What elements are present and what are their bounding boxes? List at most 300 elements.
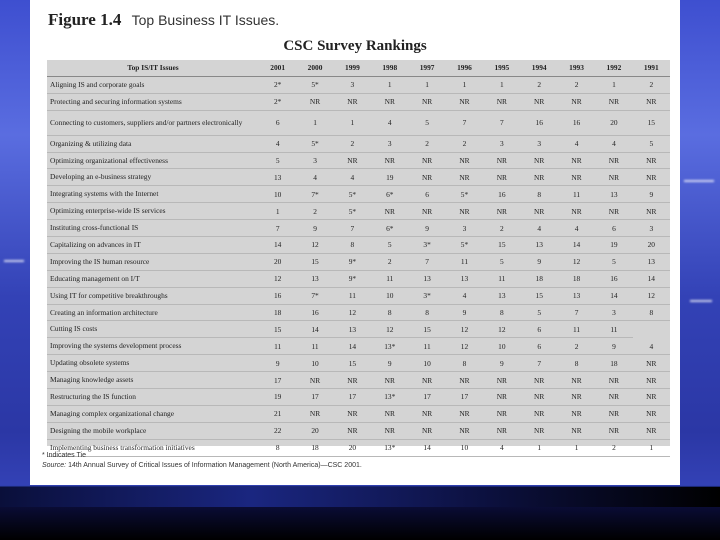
rank-cell: 1 <box>595 76 632 93</box>
source-text: 14th Annual Survey of Critical Issues of Information Management (North America)—CSC 2001. <box>68 462 362 469</box>
rank-cell: NR <box>633 422 670 439</box>
table-row <box>47 169 670 186</box>
rank-cell: 4 <box>558 135 595 152</box>
rank-cell: 4 <box>633 338 670 355</box>
figure-number: Figure 1.4 <box>48 10 122 29</box>
rank-cell: 4 <box>371 110 408 135</box>
rank-cell: NR <box>296 93 333 110</box>
rank-cell: 17 <box>408 389 445 406</box>
rank-cell: NR <box>633 203 670 220</box>
rank-cell: NR <box>558 422 595 439</box>
column-header-year: 1992 <box>595 60 632 76</box>
table-row <box>47 76 670 93</box>
rank-cell: 13 <box>521 237 558 254</box>
rank-cell: 7 <box>521 355 558 372</box>
table-row <box>47 186 670 203</box>
table-row <box>47 389 670 406</box>
rank-cell: 8 <box>483 304 520 321</box>
rank-cell: 2 <box>521 76 558 93</box>
table-row <box>47 93 670 110</box>
rank-cell: NR <box>446 169 483 186</box>
column-header-year: 1993 <box>558 60 595 76</box>
issue-cell: Aligning IS and corporate goals <box>47 76 259 93</box>
rank-cell: 11 <box>296 338 333 355</box>
rank-cell: 9* <box>334 253 371 270</box>
rank-cell: NR <box>296 405 333 422</box>
rank-cell: NR <box>371 405 408 422</box>
rank-cell: 9 <box>296 220 333 237</box>
column-header-year: 1997 <box>408 60 445 76</box>
rank-cell: 2 <box>595 439 632 456</box>
rank-cell: 19 <box>371 169 408 186</box>
rank-cell: 1 <box>296 110 333 135</box>
rank-cell: NR <box>334 422 371 439</box>
issue-cell: Managing knowledge assets <box>47 372 259 389</box>
rank-cell: NR <box>595 389 632 406</box>
issue-cell: Updating obsolete systems <box>47 355 259 372</box>
rank-cell: NR <box>371 422 408 439</box>
rank-cell: NR <box>595 169 632 186</box>
rank-cell: 18 <box>296 439 333 456</box>
column-header-issue: Top IS/IT Issues <box>47 60 259 76</box>
rank-cell: 3 <box>296 152 333 169</box>
rank-cell: 2 <box>558 338 595 355</box>
background-streak <box>4 260 24 262</box>
rank-cell: 7 <box>558 304 595 321</box>
issue-cell: Managing complex organizational change <box>47 405 259 422</box>
rank-cell: NR <box>446 372 483 389</box>
issue-cell: Educating management on I/T <box>47 270 259 287</box>
rank-cell: NR <box>595 203 632 220</box>
rank-cell: NR <box>633 372 670 389</box>
issue-cell: Cutting IS costs <box>47 321 259 338</box>
rank-cell: 13* <box>371 439 408 456</box>
rank-cell: NR <box>558 152 595 169</box>
source-note <box>42 462 362 469</box>
rank-cell: 3 <box>483 135 520 152</box>
source-label: Source: <box>42 462 67 469</box>
table-row <box>47 372 670 389</box>
rank-cell: 11 <box>483 270 520 287</box>
rank-cell: 20 <box>296 422 333 439</box>
rank-cell: 5 <box>408 110 445 135</box>
rank-cell: NR <box>296 372 333 389</box>
rank-cell: NR <box>408 372 445 389</box>
rank-cell: 10 <box>446 439 483 456</box>
rank-cell: 16 <box>483 186 520 203</box>
rank-cell: 4 <box>296 169 333 186</box>
bottom-band <box>0 485 720 540</box>
rank-cell: 16 <box>521 110 558 135</box>
rank-cell: 11 <box>371 270 408 287</box>
background-streak <box>690 300 712 302</box>
rank-cell: 13 <box>633 253 670 270</box>
rank-cell: 11 <box>558 321 595 338</box>
table-row <box>47 270 670 287</box>
table-row <box>47 237 670 254</box>
rank-cell: NR <box>371 152 408 169</box>
issue-cell: Implementing business transformation initiatives <box>47 439 259 456</box>
rank-cell: 10 <box>371 287 408 304</box>
rank-cell: NR <box>446 422 483 439</box>
rank-cell: 3* <box>408 237 445 254</box>
rank-cell: 12 <box>371 321 408 338</box>
rank-cell: 17 <box>334 389 371 406</box>
rank-cell: 15 <box>521 287 558 304</box>
column-header-year: 2000 <box>296 60 333 76</box>
issue-cell: Optimizing enterprise-wide IS services <box>47 203 259 220</box>
rank-cell: 5* <box>296 135 333 152</box>
rank-cell: NR <box>521 169 558 186</box>
rank-cell: 17 <box>446 389 483 406</box>
rank-cell: NR <box>334 372 371 389</box>
rank-cell: 9 <box>521 253 558 270</box>
bottom-band-glow <box>0 487 720 507</box>
rank-cell: 1 <box>446 76 483 93</box>
rank-cell: 9 <box>633 186 670 203</box>
rank-cell: NR <box>595 405 632 422</box>
rank-cell: 12 <box>483 321 520 338</box>
table-row <box>47 253 670 270</box>
rank-cell: 1 <box>483 76 520 93</box>
issue-cell: Optimizing organizational effectiveness <box>47 152 259 169</box>
column-header-year: 1991 <box>633 60 670 76</box>
rank-cell: 9 <box>483 355 520 372</box>
rank-cell: 15 <box>296 253 333 270</box>
rank-cell: 20 <box>633 237 670 254</box>
table-row <box>47 355 670 372</box>
rank-cell: 2 <box>334 135 371 152</box>
rank-cell: 1 <box>521 439 558 456</box>
rankings-table-container <box>47 60 670 453</box>
issue-cell: Capitalizing on advances in IT <box>47 237 259 254</box>
survey-title: CSC Survey Rankings <box>283 38 427 54</box>
rank-cell: 12 <box>633 287 670 304</box>
table-row <box>47 135 670 152</box>
rank-cell: NR <box>521 389 558 406</box>
background-right-panel <box>680 0 720 540</box>
rank-cell: 6 <box>259 110 296 135</box>
rank-cell: 10 <box>296 355 333 372</box>
rank-cell: 18 <box>558 270 595 287</box>
rank-cell: NR <box>633 152 670 169</box>
issue-cell: Improving the IS human resource <box>47 253 259 270</box>
rank-cell: NR <box>408 93 445 110</box>
rank-cell: 4 <box>595 135 632 152</box>
rank-cell: 3* <box>408 287 445 304</box>
rank-cell: 5* <box>446 237 483 254</box>
table-row <box>47 405 670 422</box>
figure-caption: Top Business IT Issues. <box>131 12 280 28</box>
rank-cell: 2 <box>558 76 595 93</box>
rank-cell: 8 <box>446 355 483 372</box>
rank-cell: NR <box>633 405 670 422</box>
table-header-row <box>47 60 670 76</box>
rank-cell: NR <box>483 405 520 422</box>
issue-cell: Designing the mobile workplace <box>47 422 259 439</box>
rank-cell: 7 <box>408 253 445 270</box>
rank-cell: 9* <box>334 270 371 287</box>
rank-cell: NR <box>483 389 520 406</box>
rank-cell: 5* <box>296 76 333 93</box>
rank-cell: 8 <box>259 439 296 456</box>
rank-cell: 11 <box>558 186 595 203</box>
table-row <box>47 338 670 355</box>
rank-cell: 14 <box>334 338 371 355</box>
rank-cell: 8 <box>558 355 595 372</box>
rank-cell: 2 <box>371 253 408 270</box>
table-body <box>47 76 670 456</box>
rank-cell: 15 <box>259 321 296 338</box>
rank-cell: 8 <box>521 186 558 203</box>
issue-cell: Integrating systems with the Internet <box>47 186 259 203</box>
rank-cell: NR <box>521 405 558 422</box>
rank-cell: 21 <box>259 405 296 422</box>
rank-cell: 5* <box>446 186 483 203</box>
rank-cell: 2* <box>259 93 296 110</box>
background-streak <box>684 180 714 182</box>
rank-cell: 13* <box>371 389 408 406</box>
rank-cell: 7 <box>446 110 483 135</box>
issue-cell: Developing an e-business strategy <box>47 169 259 186</box>
issue-cell: Organizing & utilizing data <box>47 135 259 152</box>
rank-cell: 12 <box>259 270 296 287</box>
rank-cell: 4 <box>521 220 558 237</box>
rank-cell: 5 <box>521 304 558 321</box>
footnote: * Indicates Tie <box>42 452 86 459</box>
rank-cell: NR <box>521 422 558 439</box>
rank-cell: 13 <box>259 169 296 186</box>
rank-cell: NR <box>558 405 595 422</box>
rank-cell: 20 <box>595 110 632 135</box>
rank-cell: 6 <box>521 338 558 355</box>
rank-cell: NR <box>558 389 595 406</box>
rank-cell: 14 <box>558 237 595 254</box>
rank-cell: 14 <box>408 439 445 456</box>
rank-cell: 13 <box>446 270 483 287</box>
rank-cell: 13 <box>558 287 595 304</box>
rank-cell: NR <box>633 355 670 372</box>
rank-cell: 11 <box>408 338 445 355</box>
rank-cell: 6 <box>408 186 445 203</box>
rank-cell: 17 <box>259 372 296 389</box>
rank-cell: 9 <box>259 355 296 372</box>
table-row <box>47 220 670 237</box>
rank-cell: 2* <box>259 76 296 93</box>
issue-cell: Creating an information architecture <box>47 304 259 321</box>
rank-cell: NR <box>446 93 483 110</box>
rank-cell: 14 <box>296 321 333 338</box>
table-row <box>47 110 670 135</box>
rank-cell: 14 <box>259 237 296 254</box>
rank-cell: NR <box>483 422 520 439</box>
column-header-year: 1998 <box>371 60 408 76</box>
rank-cell: 20 <box>334 439 371 456</box>
rank-cell: NR <box>446 203 483 220</box>
rank-cell: NR <box>371 372 408 389</box>
rank-cell: 11 <box>595 321 632 338</box>
rank-cell: 4 <box>483 439 520 456</box>
rank-cell: 6 <box>521 321 558 338</box>
rank-cell: 17 <box>296 389 333 406</box>
rank-cell: NR <box>334 93 371 110</box>
rank-cell: 2 <box>296 203 333 220</box>
rank-cell: NR <box>558 93 595 110</box>
rank-cell: NR <box>483 203 520 220</box>
rank-cell: 6* <box>371 186 408 203</box>
rank-cell: NR <box>446 405 483 422</box>
rank-cell: 13 <box>334 321 371 338</box>
rank-cell: 5* <box>334 186 371 203</box>
issue-cell: Instituting cross-functional IS <box>47 220 259 237</box>
rank-cell: NR <box>595 422 632 439</box>
rank-cell: 18 <box>595 355 632 372</box>
issue-cell: Protecting and securing information systems <box>47 93 259 110</box>
rank-cell: 19 <box>259 389 296 406</box>
issue-cell: Using IT for competitive breakthroughs <box>47 287 259 304</box>
rank-cell: 7 <box>483 110 520 135</box>
rank-cell: 11 <box>446 253 483 270</box>
rank-cell: 1 <box>371 76 408 93</box>
rank-cell: 8 <box>633 304 670 321</box>
document-page <box>30 0 680 485</box>
rank-cell: 6* <box>371 220 408 237</box>
rank-cell: 1 <box>558 439 595 456</box>
rank-cell: NR <box>521 372 558 389</box>
rank-cell: 5 <box>633 135 670 152</box>
rank-cell: 1 <box>633 439 670 456</box>
table-row <box>47 439 670 456</box>
rank-cell: 4 <box>334 169 371 186</box>
rank-cell: NR <box>483 372 520 389</box>
rank-cell: NR <box>595 152 632 169</box>
rank-cell: NR <box>483 169 520 186</box>
rank-cell: 1 <box>408 76 445 93</box>
rank-cell: 16 <box>296 304 333 321</box>
table-row <box>47 203 670 220</box>
rank-cell: NR <box>408 405 445 422</box>
rank-cell: 2 <box>483 220 520 237</box>
rank-cell: 15 <box>633 110 670 135</box>
rank-cell: NR <box>558 169 595 186</box>
rank-cell: 13 <box>408 270 445 287</box>
issue-cell: Connecting to customers, suppliers and/or partners electronically <box>47 110 259 135</box>
bottom-band-line <box>0 485 720 486</box>
column-header-year: 1996 <box>446 60 483 76</box>
table-row <box>47 321 670 338</box>
rank-cell: NR <box>558 203 595 220</box>
rank-cell: 5* <box>334 203 371 220</box>
rank-cell: 15 <box>483 237 520 254</box>
rank-cell: 10 <box>408 355 445 372</box>
rank-cell: 3 <box>371 135 408 152</box>
rank-cell: 8 <box>334 237 371 254</box>
rank-cell: NR <box>334 152 371 169</box>
rank-cell: 8 <box>408 304 445 321</box>
rank-cell: 2 <box>633 76 670 93</box>
rank-cell: 5 <box>259 152 296 169</box>
table-row <box>47 152 670 169</box>
rank-cell: 7* <box>296 287 333 304</box>
rank-cell: NR <box>408 203 445 220</box>
rank-cell: NR <box>633 169 670 186</box>
rank-cell: 3 <box>446 220 483 237</box>
rank-cell: 10 <box>483 338 520 355</box>
rank-cell: NR <box>408 422 445 439</box>
rank-cell: NR <box>446 152 483 169</box>
rank-cell: NR <box>521 152 558 169</box>
rank-cell: 2 <box>408 135 445 152</box>
rank-cell: NR <box>334 405 371 422</box>
rank-cell: 15 <box>408 321 445 338</box>
rank-cell: 1 <box>334 110 371 135</box>
column-header-year: 1994 <box>521 60 558 76</box>
rank-cell: 13 <box>483 287 520 304</box>
figure-title <box>48 10 279 30</box>
rank-cell: 4 <box>446 287 483 304</box>
rank-cell: 9 <box>371 355 408 372</box>
rank-cell: 12 <box>558 253 595 270</box>
rank-cell: NR <box>483 93 520 110</box>
rank-cell: 3 <box>595 304 632 321</box>
rank-cell: 8 <box>371 304 408 321</box>
rankings-table <box>47 60 670 457</box>
rank-cell: 10 <box>259 186 296 203</box>
rank-cell: 14 <box>595 287 632 304</box>
rank-cell: 18 <box>259 304 296 321</box>
rank-cell: 22 <box>259 422 296 439</box>
rank-cell: NR <box>595 372 632 389</box>
rank-cell: 18 <box>521 270 558 287</box>
background-left-panel <box>0 0 30 540</box>
rank-cell: 14 <box>633 270 670 287</box>
rank-cell: 13 <box>595 186 632 203</box>
rank-cell: 5 <box>595 253 632 270</box>
issue-cell: Restructuring the IS function <box>47 389 259 406</box>
rank-cell: 20 <box>259 253 296 270</box>
table-row <box>47 304 670 321</box>
column-header-year: 1995 <box>483 60 520 76</box>
rank-cell: 19 <box>595 237 632 254</box>
rank-cell: 9 <box>408 220 445 237</box>
rank-cell: 5 <box>371 237 408 254</box>
rank-cell: 7* <box>296 186 333 203</box>
rank-cell: 1 <box>259 203 296 220</box>
rank-cell: NR <box>521 203 558 220</box>
rank-cell: 3 <box>334 76 371 93</box>
rank-cell: 4 <box>259 135 296 152</box>
rank-cell: 12 <box>334 304 371 321</box>
table-row <box>47 422 670 439</box>
rank-cell: 12 <box>446 321 483 338</box>
rank-cell: 6 <box>595 220 632 237</box>
rank-cell: NR <box>558 372 595 389</box>
rank-cell: 9 <box>446 304 483 321</box>
rank-cell: NR <box>371 203 408 220</box>
table-row <box>47 287 670 304</box>
rank-cell: 11 <box>334 287 371 304</box>
rank-cell: 16 <box>558 110 595 135</box>
rank-cell: NR <box>408 169 445 186</box>
rank-cell: NR <box>633 93 670 110</box>
rank-cell: 13* <box>371 338 408 355</box>
rank-cell: NR <box>521 93 558 110</box>
rank-cell: 12 <box>296 237 333 254</box>
rank-cell: NR <box>408 152 445 169</box>
rank-cell: 5 <box>483 253 520 270</box>
rank-cell: 16 <box>595 270 632 287</box>
rank-cell: 7 <box>259 220 296 237</box>
